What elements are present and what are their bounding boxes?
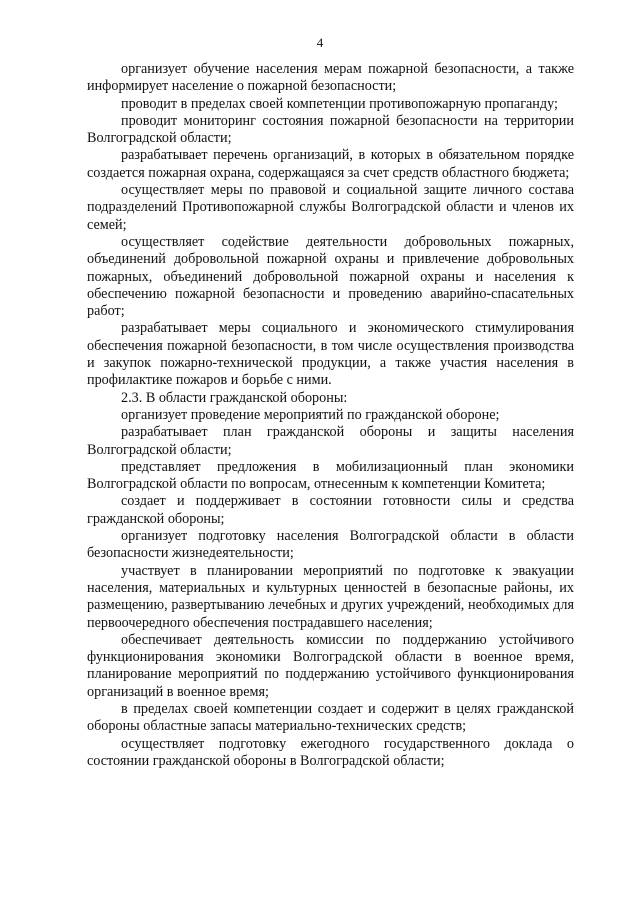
- paragraph: осуществляет меры по правовой и социальной защите личного состава подразделений Противопожарной службы Волгоградской области и членов их семей;: [87, 182, 574, 233]
- paragraph: проводит в пределах своей компетенции противопожарную пропаганду;: [121, 95, 558, 112]
- paragraph: осуществляет подготовку ежегодного государственного доклада о состоянии гражданской обороны в Волгоградской области;: [87, 735, 574, 769]
- paragraph: разрабатывает план гражданской обороны и защиты населения Волгоградской области;: [87, 424, 574, 458]
- paragraph: проводит мониторинг состояния пожарной безопасности на территории Волгоградской области;: [87, 112, 574, 147]
- paragraph: в пределах своей компетенции создает и содержит в целях гражданской обороны областные запасы материально-технических средств;: [87, 700, 574, 735]
- section-heading: 2.3. В области гражданской обороны:: [121, 389, 348, 406]
- paragraph: участвует в планировании мероприятий по подготовке к эвакуации населения, материальных и культурных ценностей в безопасные районы, их размещению, развертыванию лечебных и других учреждений, необходимых для первоочередного обеспечения пострадавшего населения;: [87, 562, 574, 631]
- document-body: [87, 61, 574, 770]
- paragraph: разрабатывает меры социального и экономического стимулирования обеспечения пожарной безопасности, в том числе осуществления производства и закупок пожарно-технической продукции, а также участия населения в профилактике пожаров и борьбе с ними.: [87, 320, 574, 389]
- paragraph: создает и поддерживает в состоянии готовности силы и средства гражданской обороны;: [87, 493, 574, 527]
- paragraph: организует подготовку населения Волгоградской области в области безопасности жизнедеятельности;: [87, 528, 574, 562]
- paragraph: организует обучение населения мерам пожарной безопасности, а также информирует население о пожарной безопасности;: [87, 61, 574, 95]
- page-number: 4: [316, 35, 324, 50]
- paragraph: представляет предложения в мобилизационный план экономики Волгоградской области по вопросам, отнесенным к компетенции Комитета;: [87, 458, 574, 493]
- paragraph: осуществляет содействие деятельности добровольных пожарных, объединений добровольной пожарной охраны и привлечение добровольных пожарных, объединений добровольной пожарной охраны и населения к обеспечению пожарной безопасности и проведению аварийно-спасательных работ;: [87, 233, 574, 320]
- paragraph: разрабатывает перечень организаций, в которых в обязательном порядке создается пожарная охрана, содержащаяся за счет средств областного бюджета;: [87, 147, 574, 181]
- paragraph: организует проведение мероприятий по гражданской обороне;: [121, 406, 500, 423]
- paragraph: обеспечивает деятельность комиссии по поддержанию устойчивого функционирования экономики Волгоградской области в военное время, планирование мероприятий по поддержанию устойчивого функционирования организаций в военное время;: [87, 631, 574, 700]
